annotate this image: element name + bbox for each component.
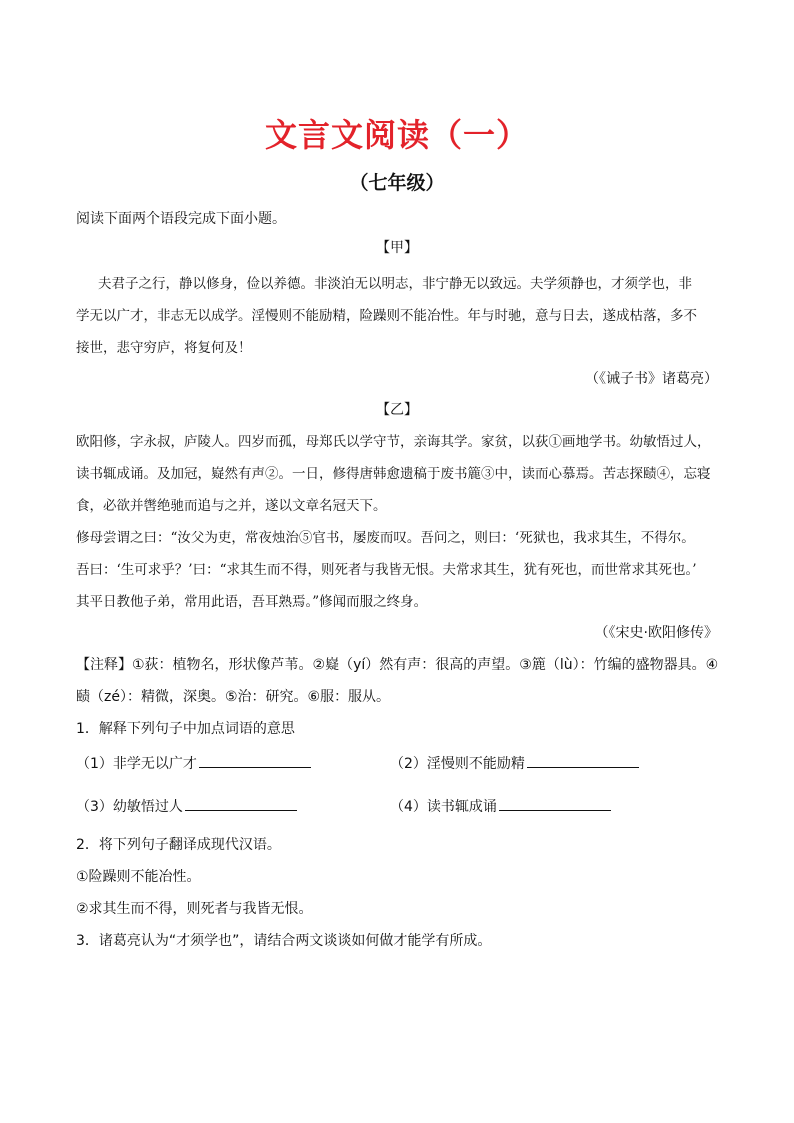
- question-1-item: [390, 753, 639, 773]
- notes-line: 【注释】①荻：植物名，形状像芦苇。②嶷（yí）然有声：很高的声望。③簏（lù）：竹编的盛物器具。④: [76, 657, 719, 673]
- passage-b-line: 其平日教他子弟，常用此语，吾耳熟焉。”修闻而服之终身。: [76, 594, 428, 610]
- answer-blank[interactable]: [199, 753, 311, 768]
- passage-a-line: 学无以广才，非志无以成学。淫慢则不能励精，险躁则不能冶性。年与时驰，意与日去，遂成枯落，多不: [76, 308, 697, 324]
- passage-b-line: 修母尝谓之曰：“汝父为吏，常夜烛治⑤官书，屡废而叹。吾问之，则曰：‘死狱也，我求其生，不得尔。: [76, 530, 695, 546]
- question-1-item: [76, 753, 311, 773]
- passage-b-heading: 【乙】: [376, 402, 418, 418]
- question-1-item-text: （3）幼敏悟过人: [76, 799, 183, 815]
- question-1-item-text: （1）非学无以广才: [76, 756, 197, 772]
- question-3-prompt: 3．诸葛亮认为“才须学也”，请结合两文谈谈如何做才能学有所成。: [76, 933, 492, 949]
- passage-a-line: 接世，悲守穷庐，将复何及！: [76, 340, 252, 356]
- question-1-item: [390, 796, 611, 816]
- instructions: 阅读下面两个语段完成下面小题。: [76, 211, 286, 227]
- passage-a-line: 夫君子之行，静以修身，俭以养德。非淡泊无以明志，非宁静无以致远。夫学须静也，才须学也，非: [98, 276, 692, 292]
- page-title: 文言文阅读（一）: [264, 116, 529, 154]
- question-1-item-text: （2）淫慢则不能励精: [390, 756, 525, 772]
- question-2-prompt: 2．将下列句子翻译成现代汉语。: [76, 837, 281, 853]
- passage-b-line: 欧阳修，字永叔，庐陵人。四岁而孤，母郑氏以学守节，亲诲其学。家贫，以荻①画地学书。幼敏悟过人，: [76, 434, 711, 450]
- question-2-item: ②求其生而不得，则死者与我皆无恨。: [76, 901, 313, 917]
- passage-b-line: 吾曰：‘生可求乎？’曰：“求其生而不得，则死者与我皆无恨。夫常求其生，犹有死也，而世常求其死也。’: [76, 562, 697, 578]
- answer-blank[interactable]: [499, 796, 611, 811]
- passage-b-source: （《宋史·欧阳修传》: [594, 625, 718, 641]
- question-2-item: ①险躁则不能冶性。: [76, 869, 201, 885]
- answer-blank[interactable]: [527, 753, 639, 768]
- page-subtitle: （七年级）: [349, 172, 445, 194]
- question-1-item: [76, 796, 297, 816]
- passage-a-source: （《诫子书》诸葛亮）: [585, 371, 718, 387]
- passage-b-line: 食，必欲并辔绝驰而追与之并，遂以文章名冠天下。: [76, 498, 387, 514]
- notes-line: 赜（zé）：精微，深奥。⑤治：研究。⑥服：服从。: [76, 689, 391, 705]
- answer-blank[interactable]: [185, 796, 297, 811]
- question-1-item-text: （4）读书辄成诵: [390, 799, 497, 815]
- question-1-prompt: 1．解释下列句子中加点词语的意思: [76, 721, 295, 737]
- passage-a-heading: 【甲】: [376, 240, 418, 256]
- passage-b-line: 读书辄成诵。及加冠，嶷然有声②。一日，修得唐韩愈遗稿于废书簏③中，读而心慕焉。苦志探赜④，忘寝: [76, 466, 711, 482]
